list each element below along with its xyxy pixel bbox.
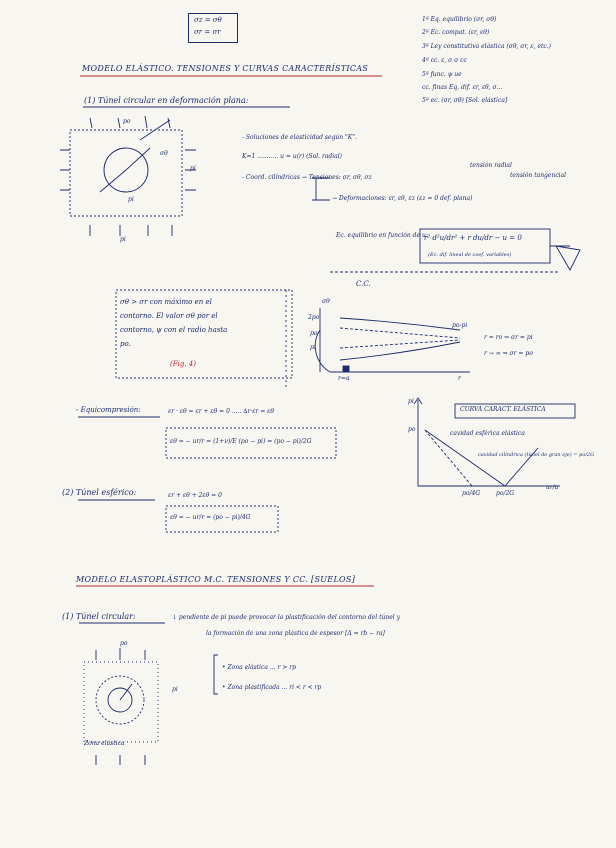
note-line: σθ > σr con máximo en el [120, 298, 212, 306]
sketch2-label: Zona elástica [84, 740, 125, 747]
stress-label: tensión tangencial [510, 172, 567, 179]
top-note: 1ª Eq. equilibrio (σr, σθ) [422, 16, 497, 23]
diagram-label: σθ [322, 298, 330, 305]
figure-ref: (Fig. 4) [170, 360, 196, 368]
diagram-label: 2po [308, 314, 320, 321]
top-note: 4ª cc. ε, σ σ cc [422, 57, 467, 64]
part1-bullet: → Deformaciones: εr, εθ, εz (εz = 0 def. plana) [332, 195, 473, 202]
part2-eq1: εr + εθ + 2εθ = 0 [168, 492, 222, 499]
sketch2-label: po [120, 640, 128, 647]
part1-heading: (1) Túnel circular en deformación plana: [84, 96, 249, 105]
diagram-condition: r → ∞ ⇒ σr = po [484, 350, 533, 357]
equilibrium-label: Ec. equilibrio en función de u: [336, 232, 428, 239]
diagram-label: r=a [338, 375, 350, 382]
curve-y-label: pi [408, 398, 414, 405]
sketch-label: pi [128, 196, 134, 203]
sketch-label: pi [120, 236, 126, 243]
curve-x-tick: po/4G [462, 490, 481, 497]
top-note: cc. finas Eq. dif. εr, εθ, σ... [422, 84, 503, 91]
diagram-label: po [310, 330, 318, 337]
part2-heading: (2) Túnel esférico: [62, 488, 137, 497]
equilibrium-note: (Ec. dif. lineal de coef. variables) [428, 252, 512, 258]
zone-item: • Zona plastificada ... ri < r < rp [222, 684, 322, 691]
curve-y-tick: po [408, 426, 416, 433]
equicompression-eq1: εr · εθ = εr + εθ = 0 ..... ∆r·εr = εθ [168, 408, 274, 415]
sketch-label: pi [190, 165, 196, 172]
zone-item: • Zona elástica ... r > rp [222, 664, 296, 671]
note-line: contorno, ψ con el radio hasta [120, 326, 228, 334]
diagram-label: pi [310, 344, 316, 351]
top-note: 5ª ec. (σr, σθ) [Sol. elástica] [422, 97, 508, 104]
stress-label: tensión radial [470, 162, 512, 169]
curve-annotation: cavidad esférica elástica [450, 430, 525, 437]
top-note: 2ª Ec. compat. (εr, εθ) [422, 29, 490, 36]
diagram-label: po-pi [452, 322, 468, 329]
part2-eq2: εθ = − ur/r = (po − pi)/4G [170, 514, 251, 521]
section-title: MODELO ELASTOPLÁSTICO M.C. TENSIONES Y CC. [SUELOS] [76, 575, 356, 584]
section-title: MODELO ELÁSTICO. TENSIONES Y CURVAS CARACTERÍSTICAS [82, 64, 369, 73]
part3-heading: (1) Túnel circular: [62, 612, 136, 621]
part3-text: la formación de una zona plástica de espesor [Δ = rb − ra] [206, 630, 385, 637]
constant-label: C.C. [356, 280, 371, 288]
part1-bullet: - Soluciones de elasticidad según "K". [242, 134, 357, 141]
diagram-condition: r = ro ⇒ σr = pi [484, 334, 533, 341]
sketch-label: po [123, 118, 131, 125]
curve-title: CURVA CARACT. ELÁSTICA [460, 406, 546, 413]
equicompression-eq2: εθ = − ur/r = (1+ν)/E (po − pi) = (po − pi)/2G [170, 438, 312, 445]
diagram-label: r [458, 375, 461, 382]
sketch-label: σθ [160, 150, 168, 157]
part1-bullet: K=1 ........... u = u(r) (Sol. radial) [242, 153, 342, 160]
curve-annotation: cavidad cilíndrica (túnel de gran eje) = po/2G [478, 452, 595, 458]
top-note: 3ª Ley constitutiva elástica (σθ, σr, ε, etc.) [422, 43, 552, 50]
part3-text: ↓ pendiente de pi puede provocar la plastificación del contorno del túnel y [172, 614, 400, 621]
top-box-line2: σr = σr [194, 28, 221, 36]
note-line: po. [120, 340, 131, 348]
top-box-line1: σz = σθ [194, 16, 222, 24]
equicompression-label: - Equicompresión: [76, 406, 141, 414]
equilibrium-equation: r² d²u/dr² + r du/dr − u = 0 [424, 234, 522, 242]
top-note: 5ª func. ψ ue [422, 71, 462, 78]
curve-x-tick: po/2G [496, 490, 515, 497]
sketch2-label: pi [172, 686, 178, 693]
note-line: contorno. El valor σθ por el [120, 312, 218, 320]
part1-bullet: - Coord. cilíndricas → Tensiones: σr, σθ, σz [242, 174, 372, 181]
curve-x-label: ur/a [546, 484, 559, 491]
